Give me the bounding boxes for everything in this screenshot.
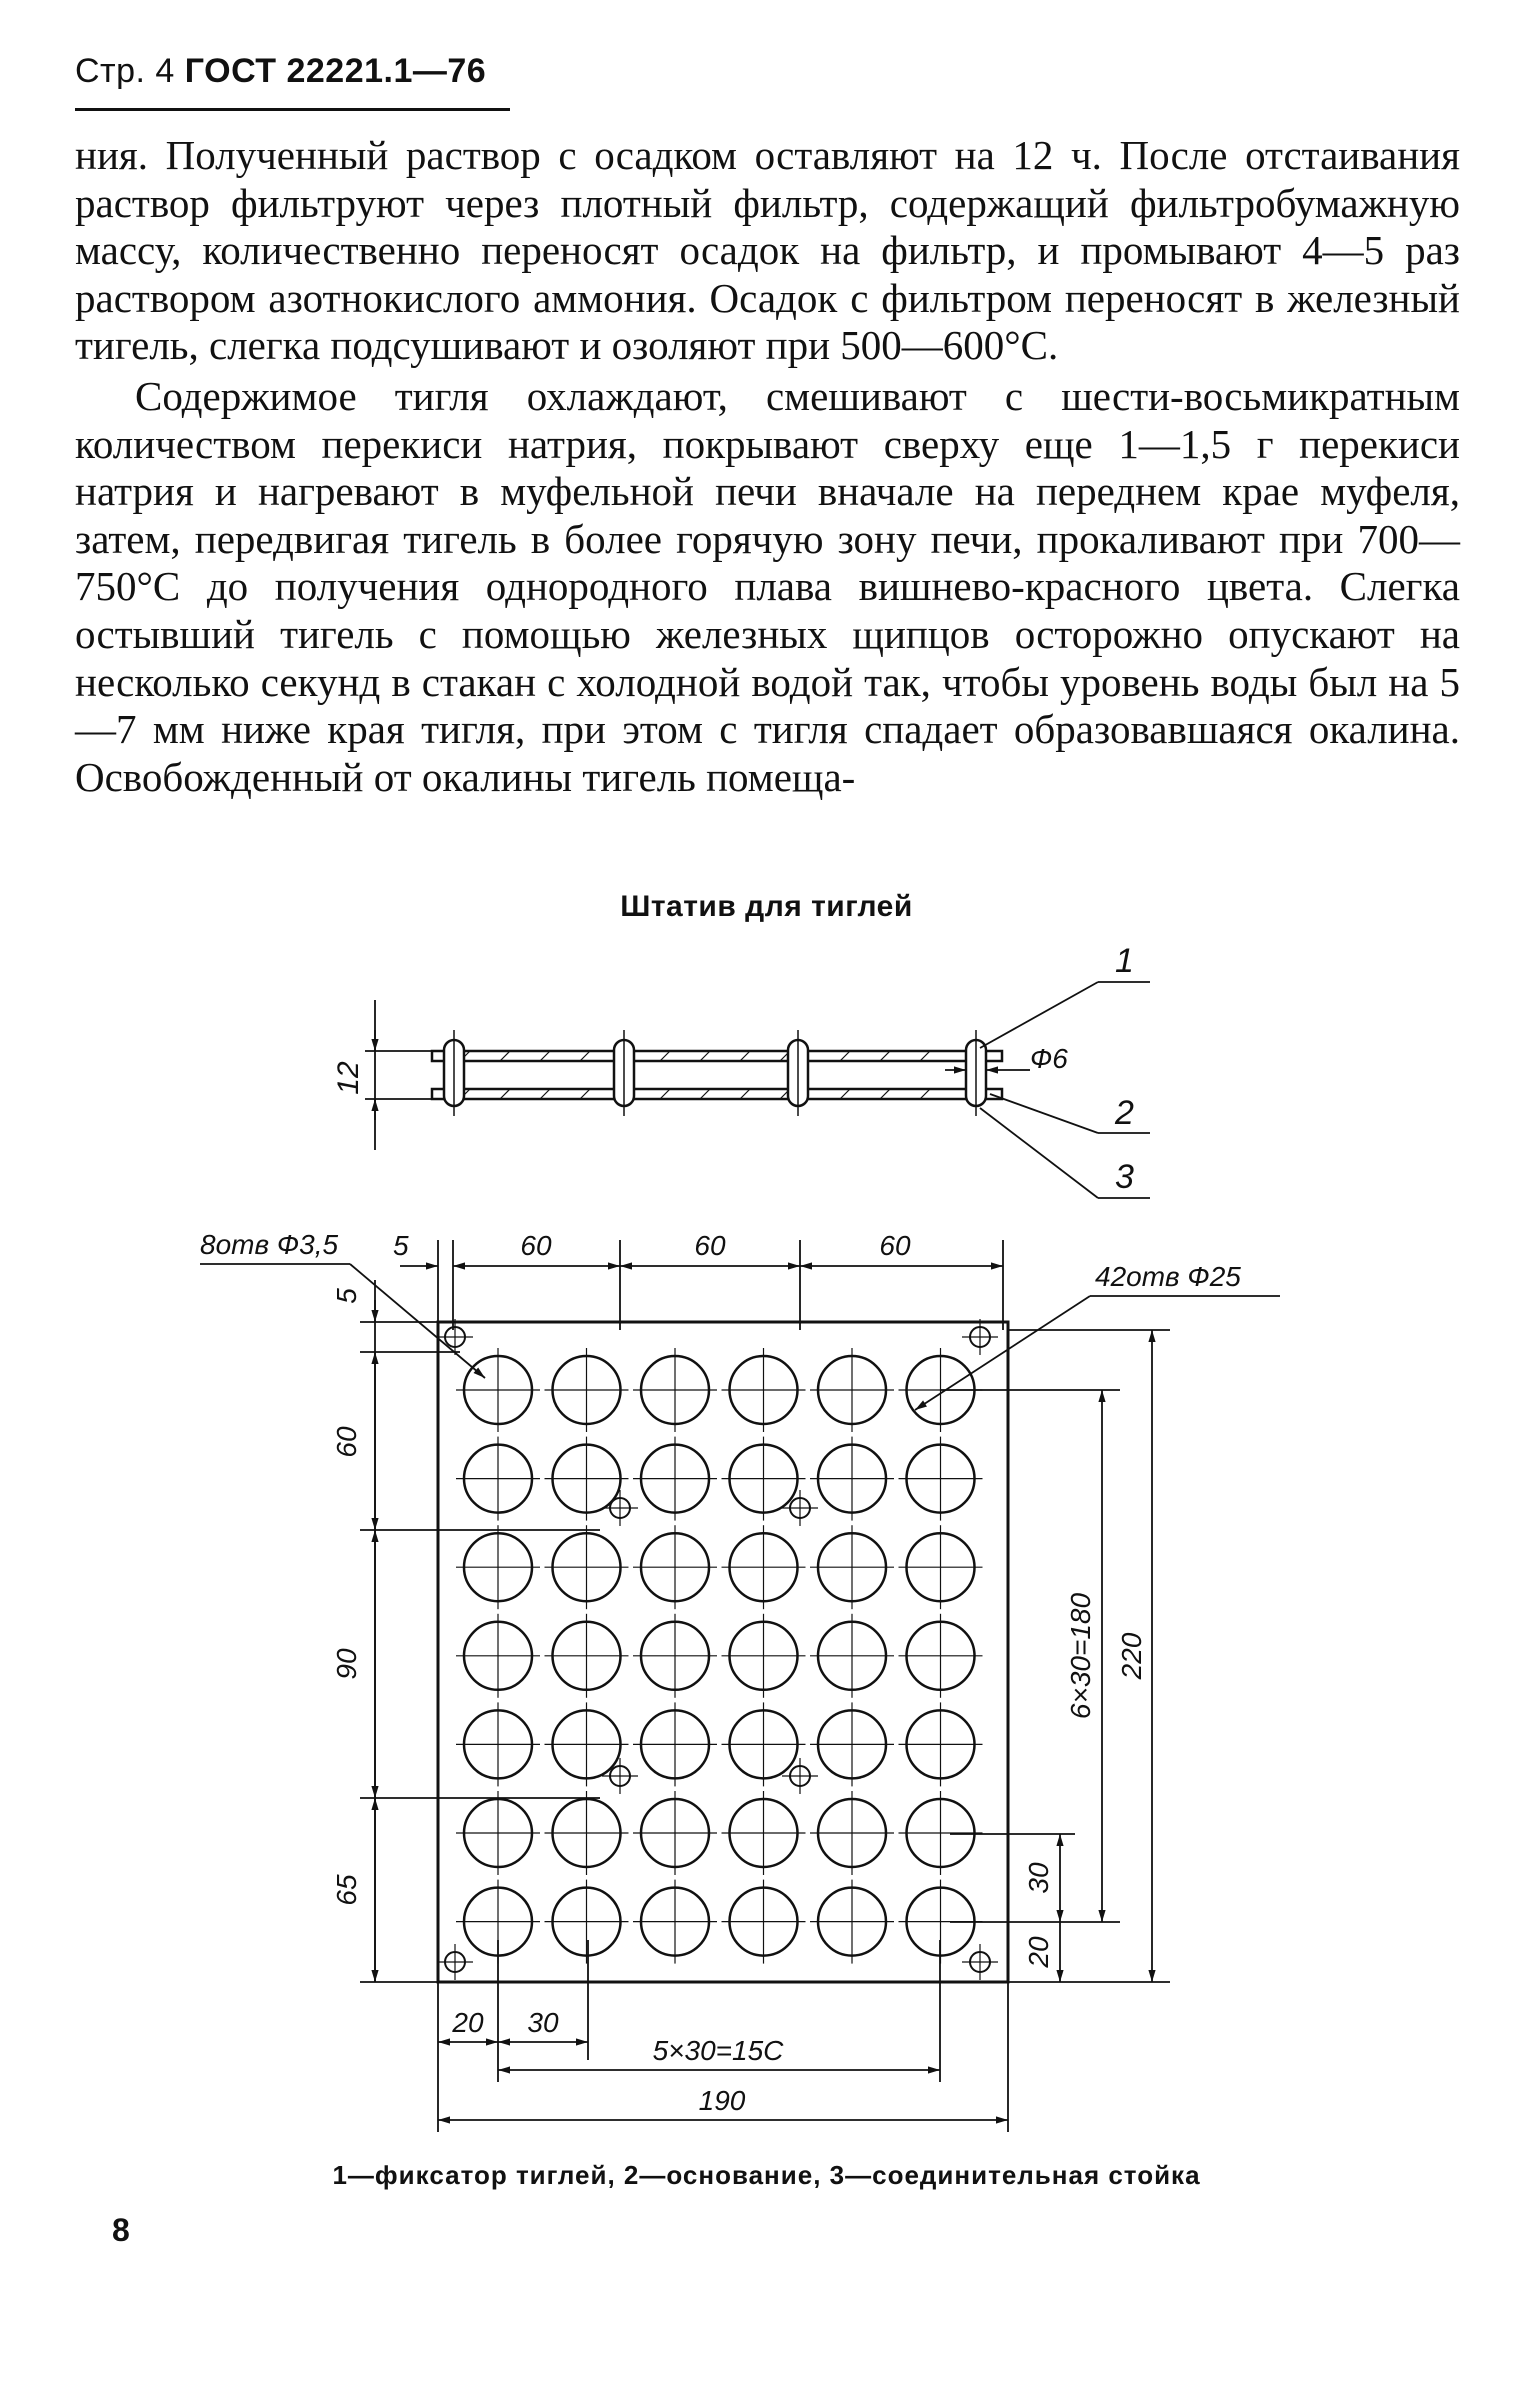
small-holes-note: 8отв Ф3,5: [200, 1229, 339, 1260]
plate-hatching: [460, 1051, 930, 1099]
post-centerlines: [454, 1030, 976, 1116]
dim-6x30: 6×30=180: [1065, 1592, 1096, 1720]
top-view: [200, 1229, 1280, 2132]
standard-number: ГОСТ 22221.1—76: [184, 52, 487, 90]
paragraph-1: ния. Полученный раствор с осадком оставляют на 12 ч. После отстаивания раствор фильтруют через плотный фильтр, содержащий фильтробумажную массу, количественно переносят осадок на фильтр, и промывают 4—5 раз раствором азотнокислого аммония. Осадок с фильтром переносят в железный тигель, слегка подсушивают и озоляют при 500—600°С.: [75, 132, 1460, 369]
paragraph-2: Содержимое тигля охлаждают, смешивают с шести-восьмикратным количеством перекиси натрия, покрывают сверху еще 1—1,5 г перекиси натрия и нагревают в муфельной печи вначале на переднем крае муфеля, затем, передвигая тигель в более горячую зону печи, прокаливают при 700—750°С до получения однородного плава вишнево-красного цвета. Слегка остывший тигель с помощью железных щипцов осторожно опускают на несколько секунд в стакан с холодной водой так, чтобы уровень воды был на 5—7 мм ниже края тигля, при этом с тигля спадает образовавшаяся окалина. Освобожденный от окалины тигель помеща-: [75, 372, 1460, 800]
dim-20-right: 20: [1023, 1936, 1054, 1968]
dim-5-top: 5: [393, 1230, 409, 1261]
dim-190: 190: [698, 2085, 746, 2116]
dim-30-bottom: 30: [527, 2007, 559, 2038]
pin-diameter: Ф6: [1030, 1043, 1068, 1074]
callout-3: 3: [1115, 1158, 1134, 1196]
dim-90-left: 90: [331, 1648, 362, 1680]
dim-20-bottom: 20: [452, 2007, 484, 2038]
dim-60-left: 60: [331, 1426, 362, 1458]
large-holes: [464, 1356, 975, 1956]
dim-60-a: 60: [520, 1230, 552, 1261]
side-view: [332, 942, 1150, 1198]
fixator-plate: [432, 1051, 1002, 1061]
page-number: 8: [112, 2212, 130, 2248]
dim-5x30: 5×30=15С: [652, 2035, 784, 2066]
callout-1: 1: [1115, 942, 1134, 980]
hole-centerlines: [456, 1348, 983, 1964]
base-plate: [432, 1089, 1002, 1099]
dim-220: 220: [1116, 1632, 1147, 1680]
plate-outline: [438, 1322, 1008, 1982]
large-holes-note: 42отв Ф25: [1095, 1261, 1241, 1292]
figure-caption: 1—фиксатор тиглей, 2—основание, 3—соединительная стойка: [332, 2160, 1201, 2190]
dim-60-b: 60: [694, 1230, 726, 1261]
dim-30-right: 30: [1023, 1862, 1054, 1894]
dim-60-c: 60: [879, 1230, 911, 1261]
dim-5-left: 5: [331, 1288, 362, 1304]
page-label: Стр. 4: [75, 52, 175, 90]
small-holes: [437, 1319, 998, 1980]
dim-12: 12: [332, 1061, 365, 1095]
callout-2: 2: [1115, 1094, 1134, 1132]
figure-title: Штатив для тиглей: [620, 890, 913, 923]
dim-65-left: 65: [331, 1874, 362, 1906]
